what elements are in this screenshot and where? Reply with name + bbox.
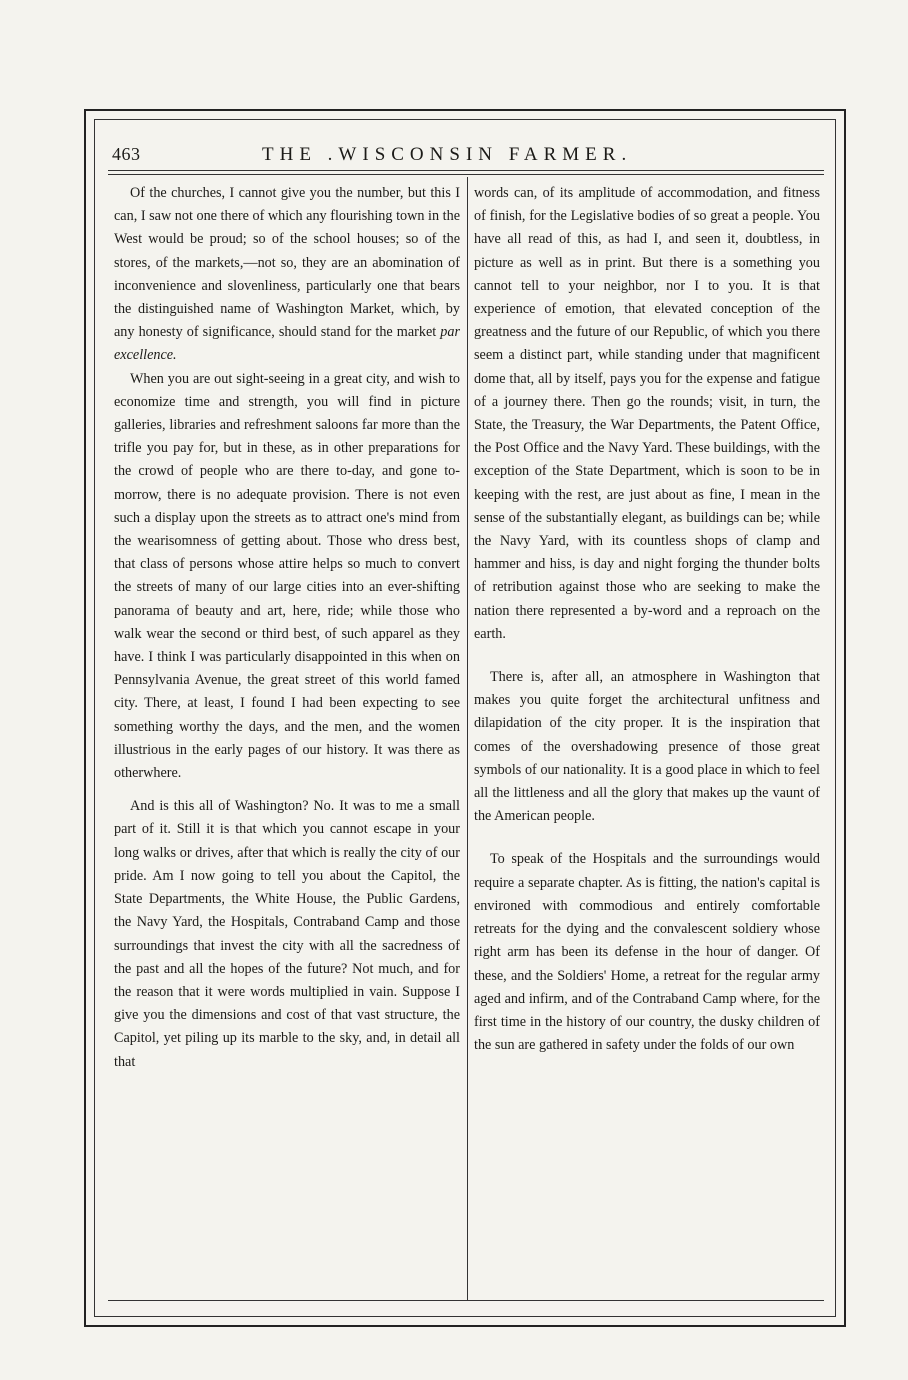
header-rule-bottom	[108, 174, 824, 175]
right-paragraph-3: To speak of the Hospitals and the surroundings would require a separate chapter. As is fitting, the nation's capital is environed with commodious and entirely comfortable retreats for the dying and the convalescent soldiery whose right arm has been its defense in the hour of danger. Of these, and the Soldiers' Home, a retreat for the regular army aged and infirm, and of the Contraband Camp where, for the first time in the history of our country, the dusky children of the sun are gathered in safety under the folds of our own	[474, 851, 820, 1054]
left-paragraph-1-text: Of the churches, I cannot give you the number, but this I can, I saw not one there of which any flourishing town in the West would be proud; so of the school houses; so of the stores, of the markets,—not so, they are an abomination of inconvenience and slovenliness, particularly one that bears the distinguished name of Washington Market, which, by any honesty of significance, should stand for the market	[114, 185, 460, 341]
right-paragraph-2: There is, after all, an atmosphere in Washington that makes you quite forget the architectural unfitness and dilapidation of the city proper. It is the inspiration that comes of the overshadowing presence of those great symbols of our nationality. It is a good place in which to feel all the littleness and all the glory that makes up the vaunt of the American people.	[474, 669, 820, 825]
footer-rule	[108, 1300, 824, 1301]
left-paragraph-1	[114, 182, 460, 368]
header-rule-top	[108, 170, 824, 171]
left-paragraph-3: And is this all of Washington? No. It was to me a small part of it. Still it is that which you cannot escape in your long walks or drives, after that which is really the city of our pride. Am I now going to tell you about the Capitol, the State Departments, the White House, the Public Gardens, the Navy Yard, the Hospitals, Contraband Camp and those surroundings that invest the city with all the sacredness of the past and all the hopes of the future? Not much, and for the reason that it were words multiplied in vain. Suppose I give you the dimensions and cost of that vast structure, the Capitol, yet piling up its marble to the sky, and, in detail all that	[114, 798, 460, 1070]
column-divider	[467, 177, 468, 1300]
page-number: 463	[112, 144, 141, 164]
left-paragraph-2: When you are out sight-seeing in a great city, and wish to economize time and strength, you will find in picture galleries, libraries and refreshment saloons far more than the trifle you pay for, but in these, as in other preparations for the crowd of people who are there to-day, and gone to-morrow, there is no adequate provision. There is not even such a display upon the streets as to attract one's mind from the wearisomness of getting about. Those who dress best, that class of persons whose attire helps so much to convert the streets of many of our large cities into an ever-shifting panorama of beauty and art, here, ride; while those who walk wear the second or third best, of such apparel as they have. I think I was particularly disappointed in this when on Pennsylvania Avenue, the great street of this world famed city. There, at least, I found I had been expecting to see something worthy the days, and the men, and the women illustrious in the early pages of our history. It was there as otherwhere.	[114, 370, 460, 782]
left-column	[114, 182, 460, 1074]
left-paragraph-1-italic: par excellence.	[114, 324, 460, 364]
right-column	[474, 182, 820, 1057]
right-paragraph-1: words can, of its amplitude of accommodation, and fitness of finish, for the Legislative bodies of so great a people. You have all read of this, as had I, and seen it, doubtless, in picture as well as in print. But there is a something you cannot tell to your neighbor, nor I to you. It is that experience of emotion, that elevated conception of the greatness and the future of our Republic, of which you there seem a distinct part, while standing under that magnificent dome that, all by itself, pays you for the expense and fatigue of a journey there. Then go the rounds; visit, in turn, the State, the Treasury, the War Departments, the Patent Office, the Post Office and the Navy Yard. These buildings, with the exception of the State Department, which is soon to be in keeping with the rest, are just about as fine, I mean in the sense of the substantially elegant, as buildings can be; while the Navy Yard, with its countless shops of clamp and hammer and hiss, is day and night forging the thunder bolts of retribution against those who are seeking to make the nation there represented a by-word and a reproach on the earth.	[474, 185, 820, 642]
journal-title: THE .WISCONSIN FARMER.	[262, 144, 633, 165]
page-header	[112, 138, 822, 172]
